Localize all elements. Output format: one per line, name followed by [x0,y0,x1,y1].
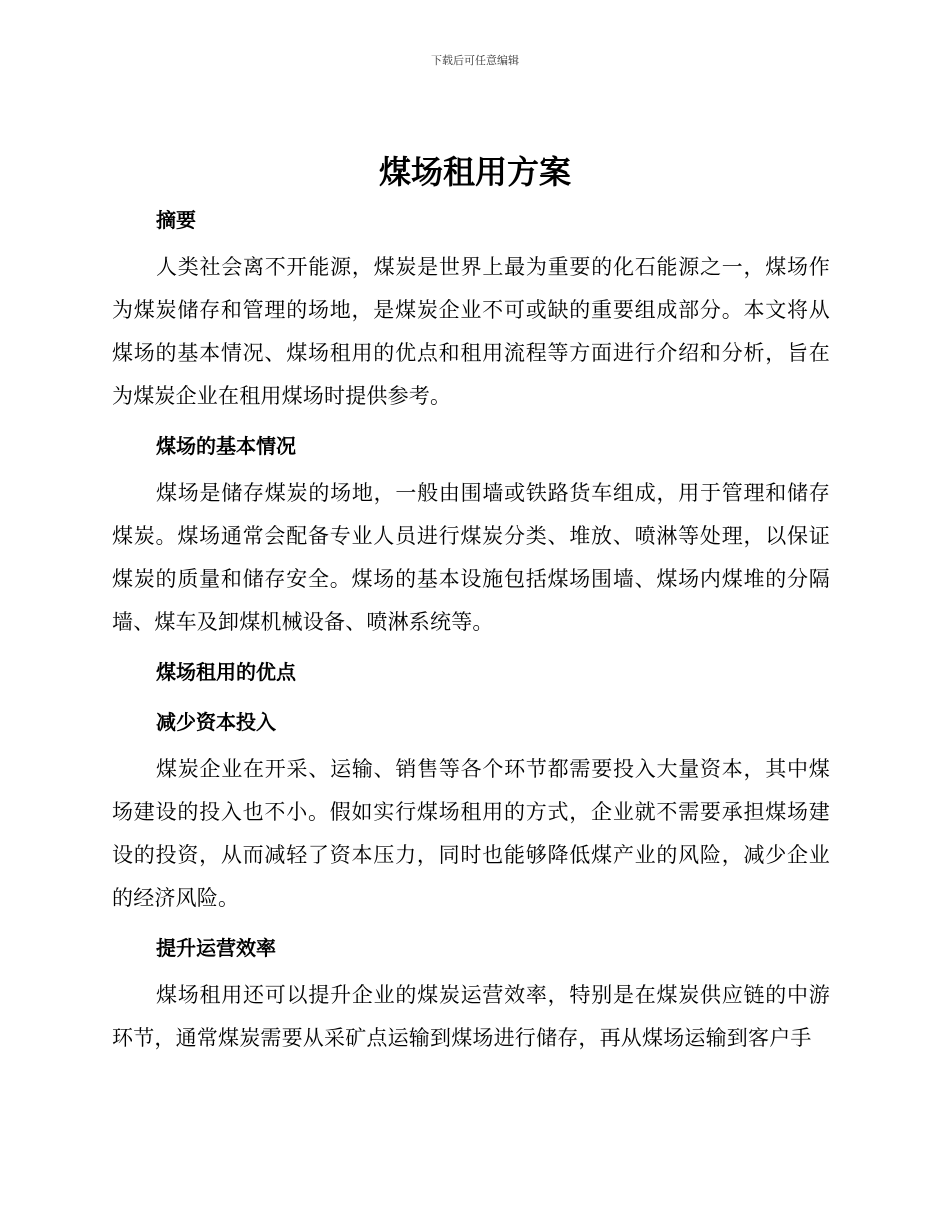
page-header-note: 下载后可任意编辑 [431,54,519,67]
section-heading-basics: 煤场的基本情况 [156,434,296,458]
section-heading-advantages: 煤场租用的优点 [156,660,296,684]
section-paragraph-abstract: 人类社会离不开能源，煤炭是世界上最为重要的化石能源之一，煤场作为煤炭储存和管理的场地，是煤炭企业不可或缺的重要组成部分。本文将从煤场的基本情况、煤场租用的优点和租用流程等方面进行介绍和分析，旨在为煤炭企业在租用煤场时提供参考。 [112,255,830,408]
section-heading-reduce-capital: 减少资本投入 [156,710,276,734]
section-paragraph-basics: 煤场是储存煤炭的场地，一般由围墙或铁路货车组成，用于管理和储存煤炭。煤场通常会配备专业人员进行煤炭分类、堆放、喷淋等处理，以保证煤炭的质量和储存安全。煤场的基本设施包括煤场围墙、煤场内煤堆的分隔墙、煤车及卸煤机械设备、喷淋系统等。 [112,481,830,634]
document-body [112,200,830,1068]
section-heading-abstract: 摘要 [156,208,196,232]
section-spacer [112,692,830,702]
section-paragraph-efficiency: 煤场租用还可以提升企业的煤炭运营效率，特别是在煤炭供应链的中游环节，通常煤炭需要从采矿点运输到煤场进行储存，再从煤场运输到客户手 [112,983,830,1050]
section-paragraph-reduce-capital: 煤炭企业在开采、运输、销售等各个环节都需要投入大量资本，其中煤场建设的投入也不小。假如实行煤场租用的方式，企业就不需要承担煤场建设的投资，从而减轻了资本压力，同时也能够降低煤产业的风险，减少企业的经济风险。 [112,757,830,910]
document-title: 煤场租用方案 [378,153,571,191]
section-heading-efficiency: 提升运营效率 [156,936,276,960]
